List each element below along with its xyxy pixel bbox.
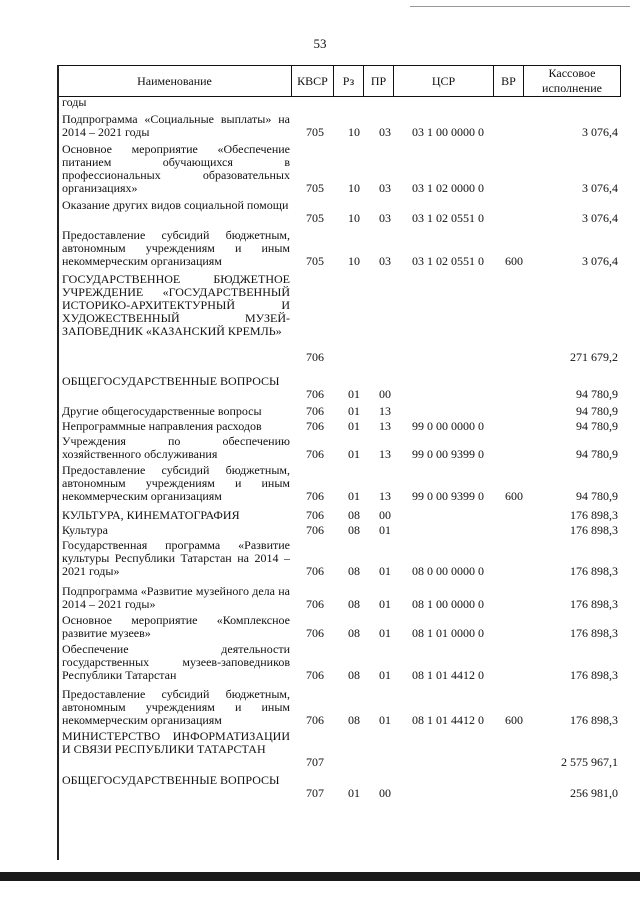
row-rz: 01	[348, 419, 360, 433]
row-pr: 00	[379, 786, 391, 800]
row-kvsr: 707	[306, 755, 324, 769]
row-kvsr: 706	[306, 508, 324, 522]
row-rz: 08	[348, 564, 360, 578]
header-csr: ЦСР	[394, 66, 494, 97]
row-kvsr: 706	[306, 597, 324, 611]
row-rz: 10	[348, 181, 360, 195]
row-kvsr: 706	[306, 523, 324, 537]
row-name: Оказание других видов социальной помощи	[62, 198, 289, 212]
row-rz: 08	[348, 508, 360, 522]
row-kvsr: 706	[306, 668, 324, 682]
row-csr: 03 1 02 0000 0	[412, 181, 484, 195]
row-sum: 94 780,9	[576, 419, 618, 433]
row-kvsr: 705	[306, 125, 324, 139]
row-pr: 13	[379, 489, 391, 503]
row-vr: 600	[505, 489, 523, 503]
row-sum: 94 780,9	[576, 387, 618, 401]
row-sum: 176 898,3	[570, 713, 618, 727]
row-kvsr: 706	[306, 713, 324, 727]
row-pr: 01	[379, 668, 391, 682]
row-kvsr: 706	[306, 626, 324, 640]
row-csr: 99 0 00 9399 0	[412, 489, 484, 503]
row-sum: 176 898,3	[570, 626, 618, 640]
row-name: Предоставление субсидий бюджетным, автономным учреждениям и иным некоммерческим организациям	[62, 687, 290, 727]
row-name: Предоставление субсидий бюджетным, автономным учреждениям и иным некоммерческим организациям	[62, 228, 290, 268]
row-pr: 00	[379, 508, 391, 522]
row-name: Государственная программа «Развитие культуры Республики Татарстан на 2014 – 2021 годы»	[62, 538, 290, 578]
row-csr: 99 0 00 0000 0	[412, 419, 484, 433]
header-vr: ВР	[494, 66, 524, 97]
row-pr: 01	[379, 564, 391, 578]
row-name: Подпрограмма «Социальные выплаты» на 2014 – 2021 годы	[62, 112, 290, 139]
row-sum: 94 780,9	[576, 489, 618, 503]
row-pr: 00	[379, 387, 391, 401]
row-name: Подпрограмма «Развитие музейного дела на 2014 – 2021 годы»	[62, 584, 290, 611]
row-csr: 08 1 00 0000 0	[412, 597, 484, 611]
row-name: ГОСУДАРСТВЕННОЕ БЮДЖЕТНОЕ УЧРЕЖДЕНИЕ «ГОСУДАРСТВЕННЫЙ ИСТОРИКО-АРХИТЕКТУРНЫЙ И ХУДОЖЕСТВЕННЫЙ МУЗЕЙ-ЗАПОВЕДНИК «КАЗАНСКИЙ КРЕМЛЬ»	[62, 272, 290, 338]
row-name: Непрограммные направления расходов	[62, 419, 262, 433]
header-kvsr: КВСР	[292, 66, 334, 97]
row-name: Обеспечение деятельности государственных музеев-заповедников Республики Татарстан	[62, 642, 290, 682]
row-name: Другие общегосударственные вопросы	[62, 404, 262, 418]
row-pr: 03	[379, 254, 391, 268]
row-name: Основное мероприятие «Обеспечение питанием обучающихся в профессиональных образовательных организациях»	[62, 142, 290, 195]
row-sum: 176 898,3	[570, 597, 618, 611]
row-sum: 256 981,0	[570, 786, 618, 800]
row-pr: 13	[379, 404, 391, 418]
row-csr: 08 1 01 4412 0	[412, 713, 484, 727]
row-name: годы	[62, 95, 87, 109]
row-rz: 08	[348, 668, 360, 682]
row-sum: 176 898,3	[570, 508, 618, 522]
row-name: КУЛЬТУРА, КИНЕМАТОГРАФИЯ	[62, 508, 240, 522]
header-pr: ПР	[364, 66, 394, 97]
row-rz: 08	[348, 523, 360, 537]
row-pr: 01	[379, 626, 391, 640]
row-sum: 3 076,4	[582, 211, 618, 225]
row-pr: 01	[379, 523, 391, 537]
row-name: ОБЩЕГОСУДАРСТВЕННЫЕ ВОПРОСЫ	[62, 374, 280, 388]
row-sum: 176 898,3	[570, 564, 618, 578]
row-vr: 600	[505, 254, 523, 268]
row-pr: 13	[379, 447, 391, 461]
row-rz: 08	[348, 626, 360, 640]
row-kvsr: 706	[306, 419, 324, 433]
row-sum: 2 575 967,1	[561, 755, 618, 769]
row-name: Основное мероприятие «Комплексное развитие музеев»	[62, 613, 290, 640]
row-sum: 3 076,4	[582, 181, 618, 195]
row-sum: 176 898,3	[570, 523, 618, 537]
row-pr: 13	[379, 419, 391, 433]
row-sum: 176 898,3	[570, 668, 618, 682]
row-rz: 10	[348, 125, 360, 139]
row-csr: 03 1 00 0000 0	[412, 125, 484, 139]
scan-bottom-edge	[0, 872, 640, 881]
row-csr: 08 1 01 0000 0	[412, 626, 484, 640]
row-kvsr: 706	[306, 387, 324, 401]
row-rz: 01	[348, 489, 360, 503]
row-pr: 03	[379, 211, 391, 225]
row-kvsr: 706	[306, 404, 324, 418]
row-sum: 94 780,9	[576, 447, 618, 461]
row-csr: 08 1 01 4412 0	[412, 668, 484, 682]
row-name: МИНИСТЕРСТВО ИНФОРМАТИЗАЦИИ И СВЯЗИ РЕСПУБЛИКИ ТАТАРСТАН	[62, 729, 290, 756]
row-kvsr: 707	[306, 786, 324, 800]
row-sum: 94 780,9	[576, 404, 618, 418]
row-sum: 3 076,4	[582, 254, 618, 268]
row-csr: 99 0 00 9399 0	[412, 447, 484, 461]
row-name: Культура	[62, 523, 108, 537]
header-rz: Рз	[334, 66, 364, 97]
row-rz: 08	[348, 713, 360, 727]
row-kvsr: 706	[306, 489, 324, 503]
row-rz: 10	[348, 211, 360, 225]
row-pr: 03	[379, 125, 391, 139]
row-pr: 03	[379, 181, 391, 195]
header-name: Наименование	[58, 66, 292, 97]
page-number: 53	[313, 36, 327, 51]
row-rz: 01	[348, 404, 360, 418]
row-kvsr: 705	[306, 211, 324, 225]
row-sum: 271 679,2	[570, 350, 618, 364]
row-kvsr: 706	[306, 350, 324, 364]
row-rz: 10	[348, 254, 360, 268]
row-csr: 03 1 02 0551 0	[412, 211, 484, 225]
row-name: Учреждения по обеспечению хозяйственного обслуживания	[62, 434, 290, 461]
row-vr: 600	[505, 713, 523, 727]
row-csr: 08 0 00 0000 0	[412, 564, 484, 578]
row-name: Предоставление субсидий бюджетным, автономным учреждениям и иным некоммерческим организациям	[62, 463, 290, 503]
row-rz: 01	[348, 447, 360, 461]
row-csr: 03 1 02 0551 0	[412, 254, 484, 268]
row-name: ОБЩЕГОСУДАРСТВЕННЫЕ ВОПРОСЫ	[62, 773, 280, 787]
row-rz: 01	[348, 387, 360, 401]
row-kvsr: 706	[306, 564, 324, 578]
row-kvsr: 706	[306, 447, 324, 461]
header-sum: Кассовое исполнение	[524, 66, 621, 97]
row-pr: 01	[379, 597, 391, 611]
row-pr: 01	[379, 713, 391, 727]
row-kvsr: 705	[306, 181, 324, 195]
row-rz: 08	[348, 597, 360, 611]
row-rz: 01	[348, 786, 360, 800]
row-sum: 3 076,4	[582, 125, 618, 139]
row-kvsr: 705	[306, 254, 324, 268]
